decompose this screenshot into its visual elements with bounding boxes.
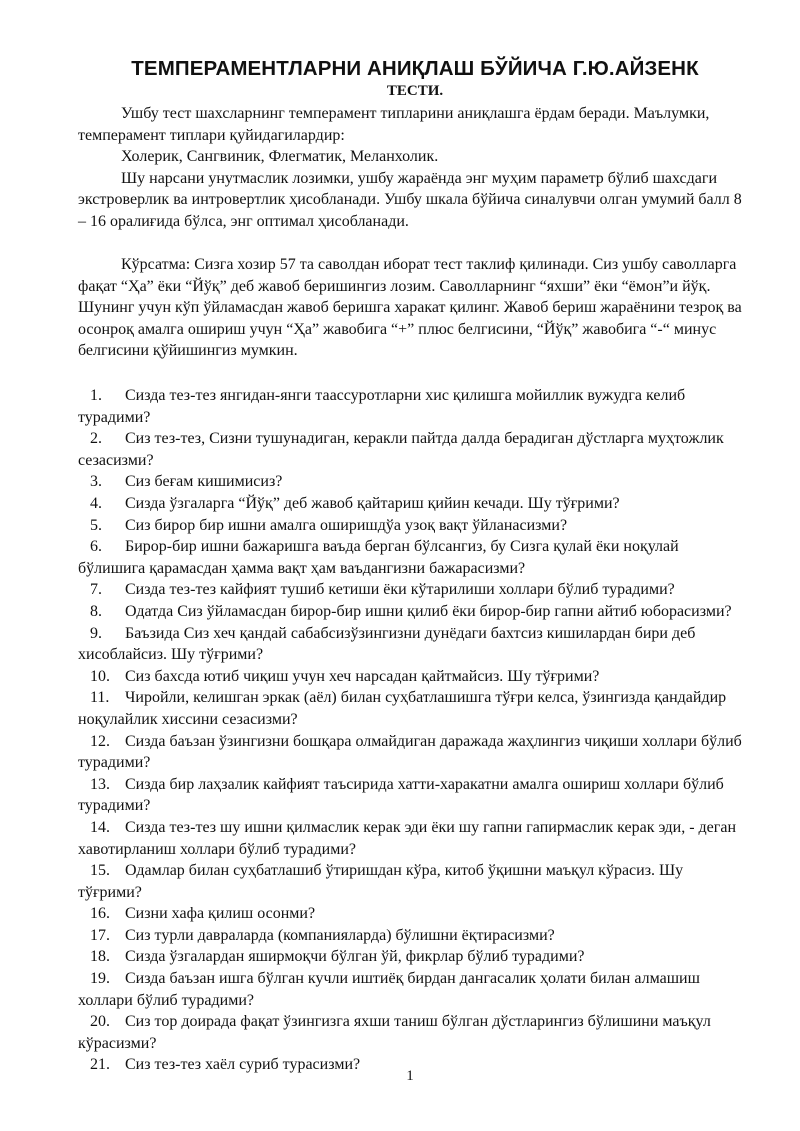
question-text: Бирор-бир ишни бажаришга ваъда берган бўлсангиз, бу Сизга қулай ёки ноқулай бўлишига қарамасдан ҳамма вақт ҳам ваъдангизни бажарасизми?	[78, 538, 679, 577]
question-item	[78, 536, 746, 579]
question-text: Сиз бирор бир ишни амалга оширишдўа узоқ вақт ўйланасизми?	[125, 516, 568, 534]
question-text: Сизда ўзгалардан яширмоқчи бўлган ўй, фикрлар бўлиб турадими?	[125, 948, 585, 966]
question-text: Одатда Сиз ўйламасдан бирор-бир ишни қилиб ёки бирор-бир гапни айтиб юборасизми?	[125, 602, 732, 620]
question-item	[78, 687, 746, 730]
question-item	[78, 946, 746, 968]
question-list	[78, 385, 746, 1076]
question-text: Сизда тез-тез шу ишни қилмаслик керак эди ёки шу гапни гапирмаслик керак эди, - деган хавотирланиш холлари бўлиб турадими?	[78, 818, 736, 858]
question-number: 18.	[90, 948, 110, 966]
question-number: 9.	[90, 624, 102, 642]
question-text: Сизда баъзан ишга бўлган кучли иштиёқ бирдан дангасалик ҳолати билан алмашиш холлари бўлиб турадими?	[78, 970, 700, 1009]
question-number: 4.	[90, 495, 102, 512]
question-item	[78, 623, 746, 666]
question-number: 1.	[90, 387, 102, 405]
question-item	[78, 493, 746, 515]
question-item	[78, 860, 746, 903]
question-item	[78, 666, 746, 688]
question-text: Сиз тез-тез хаёл суриб турасизми?	[125, 1056, 361, 1074]
question-item	[78, 579, 746, 601]
question-item	[78, 774, 746, 817]
page-number: 1	[406, 1068, 414, 1084]
question-text: Сизни хафа қилиш осонми?	[125, 905, 316, 923]
question-number: 16.	[90, 905, 110, 923]
instruction-paragraph: Кўрсатма: Сизга хозир 57 та саволдан иборат тест таклиф қилинади. Сиз ушбу саволларга фақат “Ҳа” ёки “Йўқ” деб жавоб беришингиз лозим. Саволларнинг “яхши” ёки “ёмон”и йўқ. Шунинг учун кўп ўйламасдан жавоб беришга харакат қилинг. Жавоб бериш жараёнини тезроқ ва осонроқ амалга ошириш учун “Ҳа” жавобига “+” плюс белгисини, “Йўқ” жавобига “-“ минус белгисини қўйишингиз мумкин.	[78, 256, 742, 360]
question-text: Сиз тор доирада фақат ўзингизга яхши таниш бўлган дўстларингиз бўлишини маъқул кўрасизми?	[78, 1013, 711, 1052]
question-number: 19.	[90, 970, 110, 988]
question-number: 12.	[90, 732, 110, 750]
question-number: 20.	[90, 1013, 110, 1031]
document-subtitle: ТЕСТИ.	[386, 83, 444, 99]
question-item	[78, 903, 746, 925]
question-item	[78, 731, 746, 774]
question-number: 6.	[90, 538, 102, 556]
question-number: 8.	[90, 602, 102, 620]
question-item	[78, 1011, 746, 1054]
question-number: 11.	[90, 689, 110, 707]
question-item	[78, 968, 746, 1011]
document-title: ТЕМПЕРАМЕНТЛАРНИ АНИҚЛАШ БЎЙИЧА Г.Ю.АЙЗЕНК	[131, 57, 699, 80]
question-text: Баъзида Сиз хеч қандай сабабсизўзингизни дунёдаги бахтсиз кишилардан бири деб хисоблайсиз. Шу тўғрими?	[78, 624, 696, 664]
question-item	[78, 925, 746, 947]
question-text: Сизда бир лаҳзалик кайфият таъсирида хатти-харакатни амалга ошириш холлари бўлиб турадими?	[78, 775, 724, 815]
question-number: 21.	[90, 1056, 110, 1074]
question-text: Чиройли, келишган эркак (аёл) билан суҳбатлашишга тўғри келса, ўзингизда қандайдир ноқулайлик хиссини сезасизми?	[78, 689, 727, 728]
question-number: 3.	[90, 473, 102, 491]
question-number: 5.	[90, 516, 102, 534]
question-text: Сиз тез-тез, Сизни тушунадиган, керакли пайтда далда берадиган дўстларга муҳтожлик сезасизми?	[78, 430, 724, 469]
question-text: Сизда тез-тез янгидан-янги таассуротларни хис қилишга мойиллик вужудга келиб турадими?	[78, 387, 686, 426]
question-item	[78, 515, 746, 537]
question-text: Сиз бахсда ютиб чиқиш учун хеч нарсадан қайтмайсиз. Шу тўғрими?	[125, 667, 600, 685]
question-item	[78, 385, 746, 428]
question-text: Сизда баъзан ўзингизни бошқара олмайдиган даражада жаҳлингиз чиқиши холлари бўлиб турадими?	[78, 732, 742, 772]
question-item	[78, 601, 746, 623]
document-body	[78, 103, 746, 1076]
intro-paragraph-2: Шу нарсани унутмаслик лозимки, ушбу жараёнда энг муҳим параметр бўлиб шахсдаги экстроверлик ва интровертлик ҳисобланади. Ушбу шкала бўйича синалувчи олган умумий балл 8 – 16 оралиғида бўлса, энг оптимал ҳисобланади.	[78, 169, 742, 230]
question-item	[78, 428, 746, 471]
question-number: 2.	[90, 430, 102, 448]
question-text: Одамлар билан суҳбатлашиб ўтиришдан кўра, китоб ўқишни маъқул кўрасиз. Шу тўғрими?	[78, 862, 684, 901]
question-number: 14.	[90, 818, 110, 836]
intro-paragraph: Ушбу тест шахсларнинг темперамент типларини аниқлашга ёрдам беради. Маълумки, темперамент типлари қуйидагилардир:	[78, 105, 710, 144]
question-text: Сиз беғам кишимисиз?	[125, 473, 283, 491]
question-text: Сизда тез-тез кайфият тушиб кетиши ёки кўтарилиши холлари бўлиб турадими?	[125, 581, 675, 599]
question-number: 7.	[90, 581, 102, 599]
question-number: 15.	[90, 862, 110, 880]
question-text: Сиз турли давраларда (компанияларда) бўлишни ёқтирасизми?	[125, 926, 555, 944]
question-item	[78, 471, 746, 493]
question-text: Сизда ўзгаларга “Йўқ” деб жавоб қайтариш қийин кечади. Шу тўғрими?	[125, 495, 620, 512]
question-number: 17.	[90, 926, 110, 944]
question-item	[78, 817, 746, 860]
question-number: 10.	[90, 667, 110, 685]
question-number: 13.	[90, 775, 110, 793]
temperament-types: Холерик, Сангвиник, Флегматик, Меланхолик.	[121, 148, 439, 166]
